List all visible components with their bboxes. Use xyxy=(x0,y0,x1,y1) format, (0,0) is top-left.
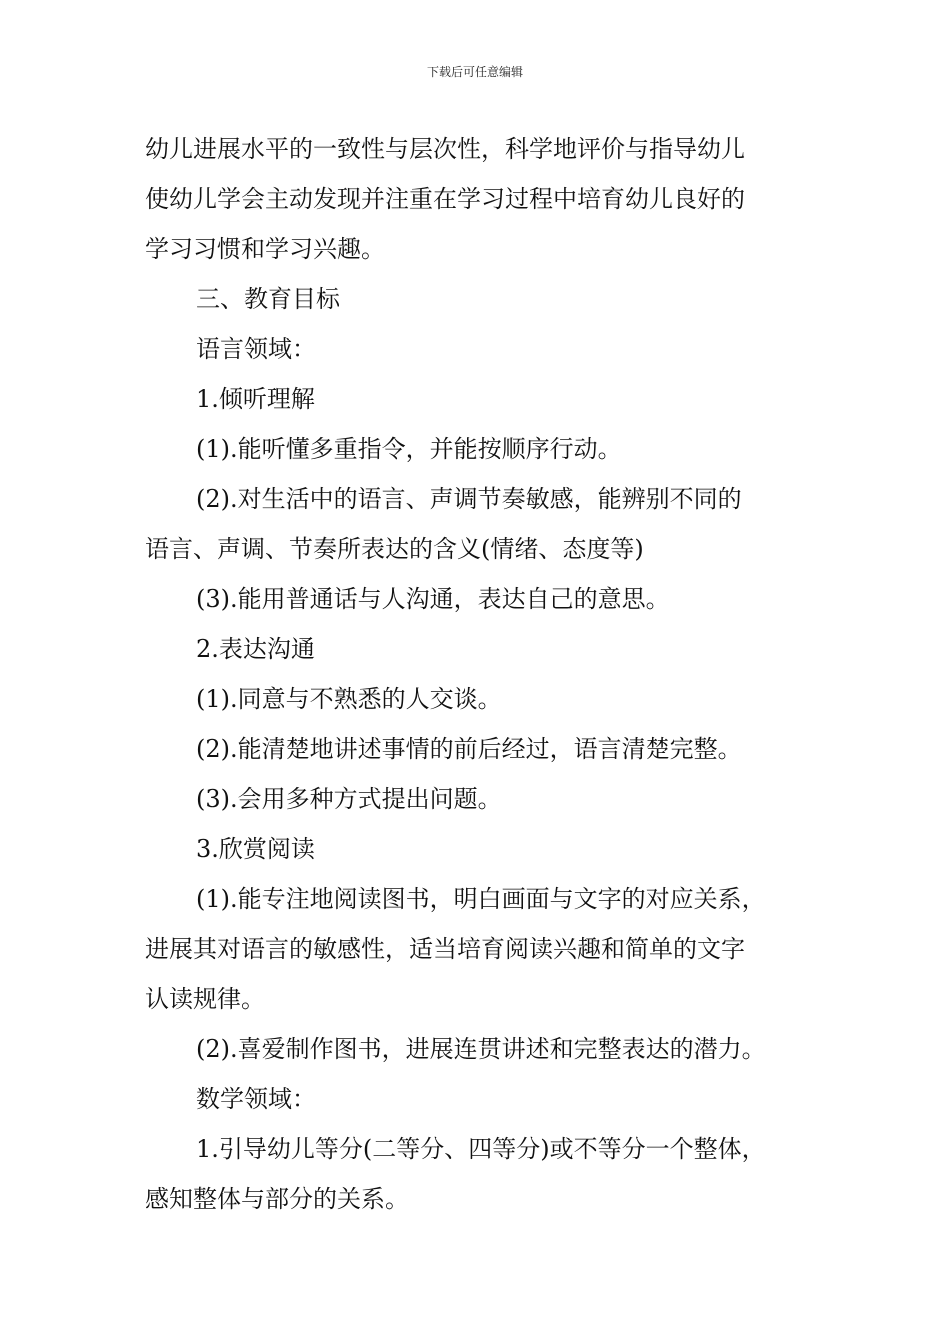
text-line: 1.引导幼儿等分(二等分、四等分)或不等分一个整体， xyxy=(196,1135,766,1163)
text-line: 进展其对语言的敏感性，适当培育阅读兴趣和简单的文字 xyxy=(145,935,745,963)
text-line: (3).能用普通话与人沟通，表达自己的意思。 xyxy=(196,585,670,613)
text-line: 学习习惯和学习兴趣。 xyxy=(145,235,385,263)
text-line: 3.欣赏阅读 xyxy=(196,835,315,863)
text-line: 数学领域： xyxy=(196,1085,316,1113)
text-line: 使幼儿学会主动发现并注重在学习过程中培育幼儿良好的 xyxy=(145,185,745,213)
text-line: 认读规律。 xyxy=(145,985,265,1013)
text-line: (2).对生活中的语言、声调节奏敏感，能辨别不同的 xyxy=(196,485,742,513)
text-line: 1.倾听理解 xyxy=(196,385,315,413)
text-line: (1).同意与不熟悉的人交谈。 xyxy=(196,685,502,713)
document-body xyxy=(145,124,810,1224)
text-line: 2.表达沟通 xyxy=(196,635,315,663)
text-line: 语言领域： xyxy=(196,335,316,363)
text-line: 三、教育目标 xyxy=(196,285,340,313)
text-line: (2).喜爱制作图书，进展连贯讲述和完整表达的潜力。 xyxy=(196,1035,766,1063)
text-line: 幼儿进展水平的一致性与层次性，科学地评价与指导幼儿 xyxy=(145,135,745,163)
page-header: 下载后可任意编辑 xyxy=(426,65,523,79)
text-line: (1).能听懂多重指令，并能按顺序行动。 xyxy=(196,435,622,463)
text-line: 感知整体与部分的关系。 xyxy=(145,1185,409,1213)
text-line: 语言、声调、节奏所表达的含义(情绪、态度等) xyxy=(145,535,644,563)
text-line: (1).能专注地阅读图书，明白画面与文字的对应关系， xyxy=(196,885,766,913)
text-line: (2).能清楚地讲述事情的前后经过，语言清楚完整。 xyxy=(196,735,742,763)
text-line: (3).会用多种方式提出问题。 xyxy=(196,785,502,813)
